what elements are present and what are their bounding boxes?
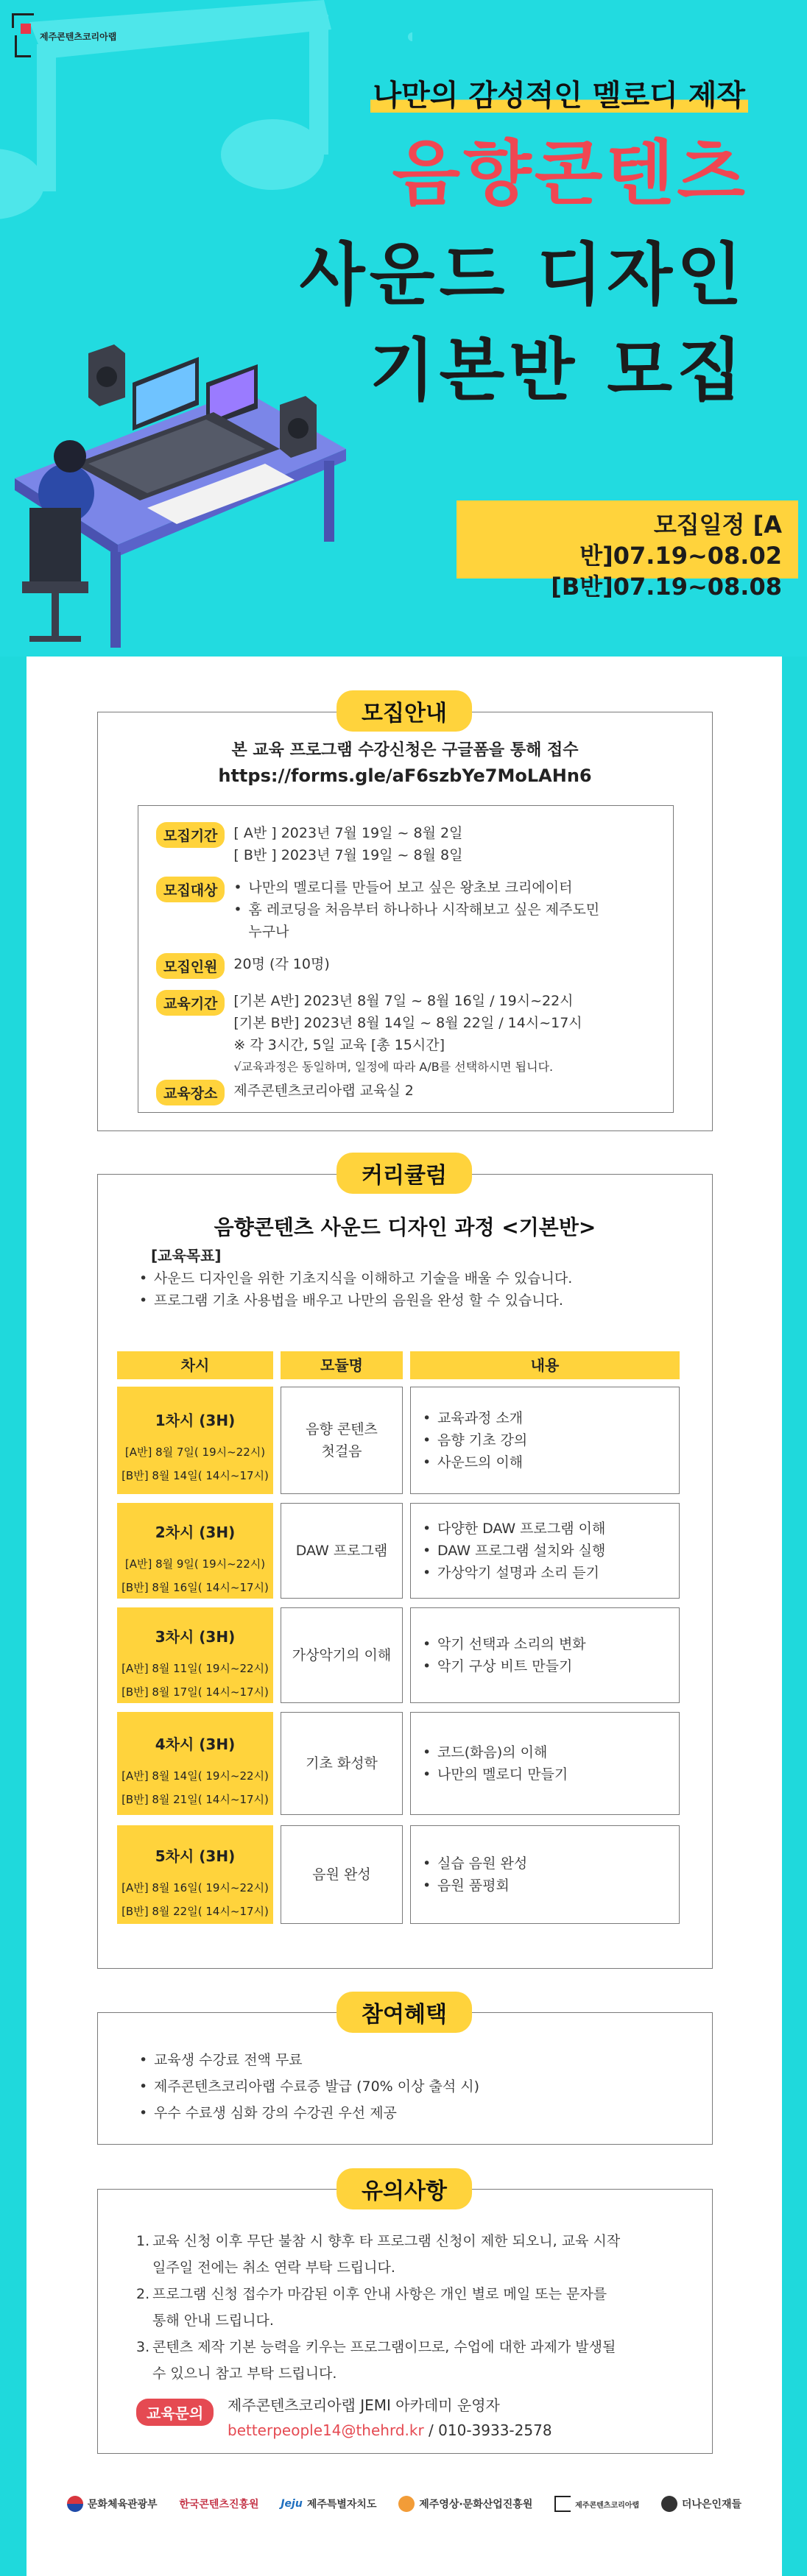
- hero-title-line2: 기본반 모집: [369, 331, 747, 410]
- notice-item: 3. 콘텐츠 제작 기본 능력을 키우는 프로그램이므로, 수업에 대한 과제가 발생될 수 있으니 참고 부탁 드립니다.: [136, 2339, 616, 2382]
- curriculum-section: [97, 1174, 713, 1969]
- curriculum-heading: 커리큘럼: [336, 1153, 472, 1194]
- edu-a: [기본 A반] 2023년 8월 7일 ~ 8월 16일 / 19시~22시: [233, 993, 574, 1009]
- logo-jejufilm: 제주영상·문화산업진흥원: [398, 2496, 532, 2512]
- benefit-item: • 교육생 수강료 전액 무료: [139, 2047, 479, 2073]
- schedule-box: [457, 500, 798, 601]
- module-cell: 음원 완성: [281, 1825, 403, 1924]
- row-place: [156, 1080, 414, 1105]
- logo-mark-icon: [12, 13, 34, 59]
- content-cell: • 다양한 DAW 프로그램 이해 • DAW 프로그램 설치와 실행 • 가상악기 설명과 소리 듣기: [410, 1503, 680, 1599]
- th-content: 내용: [410, 1351, 680, 1379]
- content-cell: • 교육과정 소개 • 음향 기초 강의 • 사운드의 이해: [410, 1387, 680, 1494]
- jeju-mark-icon: Jeju: [281, 2498, 303, 2510]
- benefits-heading: 참여혜택: [336, 1992, 472, 2033]
- module-cell: 기초 화성학: [281, 1712, 403, 1815]
- row-edu: [156, 990, 582, 1078]
- row-period: [156, 822, 462, 866]
- flower-icon: [398, 2496, 415, 2512]
- edu-label: 교육기간: [156, 990, 225, 1016]
- module-cell: 음향 콘텐츠 첫걸음: [281, 1387, 403, 1494]
- module-cell: DAW 프로그램: [281, 1503, 403, 1599]
- contact-email[interactable]: betterpeople14@thehrd.kr: [228, 2421, 424, 2439]
- notice-item: 1. 교육 신청 이후 무단 불참 시 향후 타 프로그램 신청이 제한 되오니, 교육 시작 일주일 전에는 취소 연락 부탁 드립니다.: [136, 2233, 621, 2276]
- count-label: 모집인원: [156, 953, 225, 979]
- session-cell: 5차시 (3H) [A반] 8월 16일( 19시~22시) [B반] 8월 22일( 14시~17시): [117, 1825, 273, 1924]
- content-cell: • 코드(화음)의 이해 • 나만의 멜로디 만들기: [410, 1712, 680, 1815]
- footer-logos: [27, 2467, 782, 2541]
- goal-list: [139, 1267, 572, 1312]
- schedule-b: [B반]07.19~08.08: [551, 573, 782, 601]
- goal-item: • 사운드 디자인을 위한 기초지식을 이해하고 기술을 배울 수 있습니다.: [139, 1267, 572, 1289]
- th-module: 모듈명: [281, 1351, 403, 1379]
- hero-title-line1: 사운드 디자인: [299, 236, 747, 314]
- period-label: 모집기간: [156, 822, 225, 848]
- hero-title-red: 음향콘텐츠: [392, 132, 748, 215]
- contact-info: [228, 2393, 552, 2443]
- schedule-a: 모집일정 [A반]07.19~08.02: [579, 511, 782, 570]
- period-a: [ A반 ] 2023년 7월 19일 ~ 8월 2일: [233, 825, 463, 841]
- studio-illustration: [0, 324, 368, 657]
- session-cell: 2차시 (3H) [A반] 8월 9일( 19시~22시) [B반] 8월 16일( 14시~17시): [117, 1503, 273, 1599]
- session-cell: 3차시 (3H) [A반] 8월 11일( 19시~22시) [B반] 8월 17일( 14시~17시): [117, 1607, 273, 1703]
- module-cell: 가상악기의 이해: [281, 1607, 403, 1703]
- count-value: 20명 (각 10명): [233, 956, 330, 972]
- notice-section: [97, 2189, 713, 2454]
- brand-name: 제주콘텐츠코리아랩: [40, 31, 117, 42]
- logo-jeju: Jeju 제주특별자치도: [281, 2498, 377, 2510]
- logo-mcst: 문화체육관광부: [67, 2496, 158, 2512]
- contact-name: 제주콘텐츠코리아랩 JEMI 아카데미 운영자: [228, 2396, 500, 2414]
- target-item: • 홈 레코딩을 처음부터 하나하나 시작해보고 싶은 제주도민 누구나: [233, 899, 599, 943]
- benefit-item: • 제주콘텐츠코리아랩 수료증 발급 (70% 이상 출석 시): [139, 2073, 479, 2100]
- recruit-section: [97, 712, 713, 1131]
- notice-list: [136, 2228, 620, 2387]
- logo-thehrd: 더나은인재들: [661, 2496, 741, 2512]
- period-b: [ B반 ] 2023년 7월 19일 ~ 8월 8일: [233, 847, 463, 863]
- contact-phone: / 010-3933-2578: [423, 2421, 552, 2439]
- brand-logo: [12, 13, 116, 59]
- form-link[interactable]: https://forms.gle/aF6szbYe7MoLAHn6: [218, 765, 592, 786]
- content-cell: • 실습 음원 완성 • 음원 품평회: [410, 1825, 680, 1924]
- place-value: 제주콘텐츠코리아랩 교육실 2: [233, 1083, 414, 1099]
- content-panel: [27, 657, 782, 2576]
- target-label: 모집대상: [156, 877, 225, 902]
- goal-label: [교육목표]: [151, 1247, 222, 1264]
- curriculum-title: 음향콘텐츠 사운드 디자인 과정 <기본반>: [214, 1215, 596, 1239]
- recruit-intro: 본 교육 프로그램 수강신청은 구글폼을 통해 접수: [231, 741, 579, 760]
- edu-note: ※ 각 3시간, 5일 교육 [총 15시간]: [233, 1037, 445, 1053]
- content-cell: • 악기 선택과 소리의 변화 • 악기 구상 비트 만들기: [410, 1607, 680, 1703]
- session-cell: 1차시 (3H) [A반] 8월 7일( 19시~22시) [B반] 8월 14일( 14시~17시): [117, 1387, 273, 1494]
- place-label: 교육장소: [156, 1080, 225, 1105]
- hrd-mark-icon: [661, 2496, 677, 2512]
- row-target: [156, 877, 599, 943]
- hero-tagline: 나만의 감성적인 멜로디 제작: [0, 72, 807, 114]
- recruit-heading: 모집안내: [336, 690, 472, 732]
- lab-mark-icon: [554, 2496, 571, 2512]
- benefit-item: • 우수 수료생 심화 강의 수강권 우선 제공: [139, 2100, 479, 2126]
- edu-b: [기본 B반] 2023년 8월 14일 ~ 8월 22일 / 14시~17시: [233, 1015, 582, 1031]
- target-item: • 나만의 멜로디를 만들어 보고 싶은 왕초보 크리에이터: [233, 877, 599, 899]
- taegeuk-icon: [67, 2496, 83, 2512]
- notice-item: 2. 프로그램 신청 접수가 마감된 이후 안내 사항은 개인 별로 메일 또는 문자를 통해 안내 드립니다.: [136, 2286, 607, 2329]
- th-session: 차시: [117, 1351, 273, 1379]
- notice-heading: 유의사항: [336, 2168, 472, 2209]
- goal-item: • 프로그램 기초 사용법을 배우고 나만의 음원을 완성 할 수 있습니다.: [139, 1289, 572, 1312]
- hero-banner: [0, 0, 807, 657]
- row-count: [156, 953, 330, 979]
- session-cell: 4차시 (3H) [A반] 8월 14일( 19시~22시) [B반] 8월 21일( 14시~17시): [117, 1712, 273, 1815]
- logo-contentkorealab: 제주콘텐츠코리아랩: [554, 2496, 639, 2512]
- contact-label: 교육문의: [136, 2399, 214, 2426]
- edu-check: √교육과정은 동일하며, 일정에 따라 A/B를 선택하시면 됩니다.: [233, 1060, 554, 1074]
- logo-kocca: 한국콘텐츠진흥원: [179, 2499, 259, 2510]
- recruit-info-box: [138, 805, 674, 1113]
